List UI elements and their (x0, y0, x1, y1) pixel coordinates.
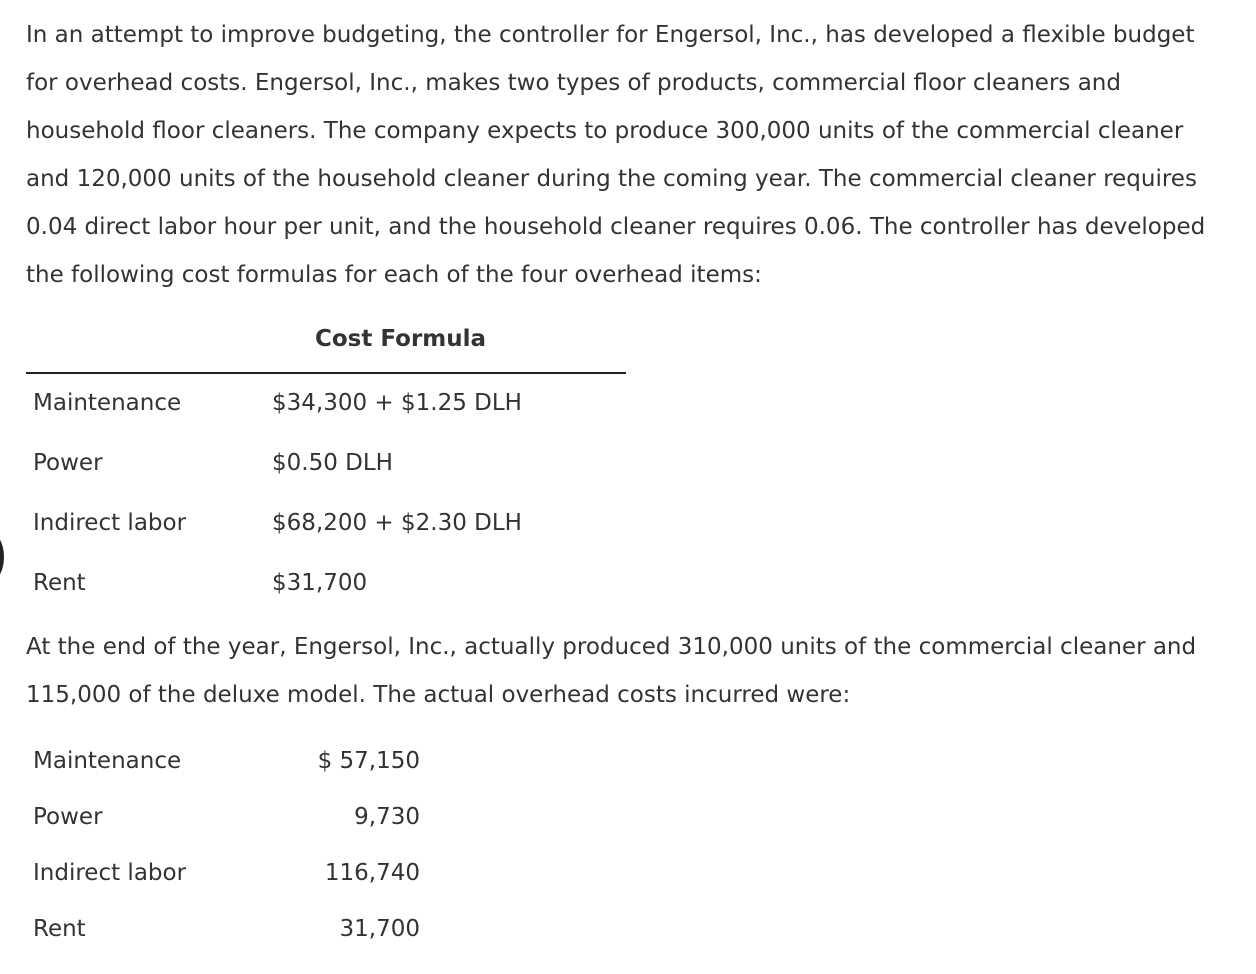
intro-line: household floor cleaners. The company expects to produce 300,000 units of the commercial cleaner (26, 118, 1184, 144)
cost-formula-value: $31,700 (272, 570, 368, 596)
actual-cost-label: Maintenance (33, 748, 182, 774)
cost-formula-divider (26, 372, 626, 374)
followup-line: At the end of the year, Engersol, Inc., actually produced 310,000 units of the commercial cleaner and (26, 634, 1197, 660)
cost-formula-label: Indirect labor (33, 510, 187, 536)
intro-line: 0.04 direct labor hour per unit, and the household cleaner requires 0.06. The controller has developed (26, 214, 1206, 240)
intro-paragraph (26, 11, 1256, 299)
intro-line: and 120,000 units of the household cleaner during the coming year. The commercial cleaner requires (26, 166, 1197, 192)
actual-cost-value: $ 57,150 (317, 748, 420, 774)
actual-cost-label: Indirect labor (33, 860, 187, 886)
actual-cost-value: 31,700 (339, 916, 420, 942)
cost-formula-label: Power (33, 450, 103, 476)
partial-circle-mark (0, 530, 4, 584)
followup-paragraph (26, 623, 1256, 719)
actual-cost-value: 9,730 (354, 804, 420, 830)
followup-line: 115,000 of the deluxe model. The actual overhead costs incurred were: (26, 682, 851, 708)
actual-cost-value: 116,740 (324, 860, 420, 886)
intro-line: In an attempt to improve budgeting, the controller for Engersol, Inc., has developed a flexible budget (26, 22, 1195, 48)
actual-cost-label: Rent (33, 916, 86, 942)
cost-formula-value: $68,200 + $2.30 DLH (272, 510, 522, 536)
cost-formula-value: $34,300 + $1.25 DLH (272, 390, 522, 416)
actual-cost-label: Power (33, 804, 103, 830)
cost-formula-header: Cost Formula (315, 326, 487, 352)
cost-formula-value: $0.50 DLH (272, 450, 393, 476)
intro-line: the following cost formulas for each of the four overhead items: (26, 262, 762, 288)
cost-formula-label: Rent (33, 570, 86, 596)
cost-formula-label: Maintenance (33, 390, 182, 416)
intro-line: for overhead costs. Engersol, Inc., makes two types of products, commercial floor cleaners and (26, 70, 1121, 96)
